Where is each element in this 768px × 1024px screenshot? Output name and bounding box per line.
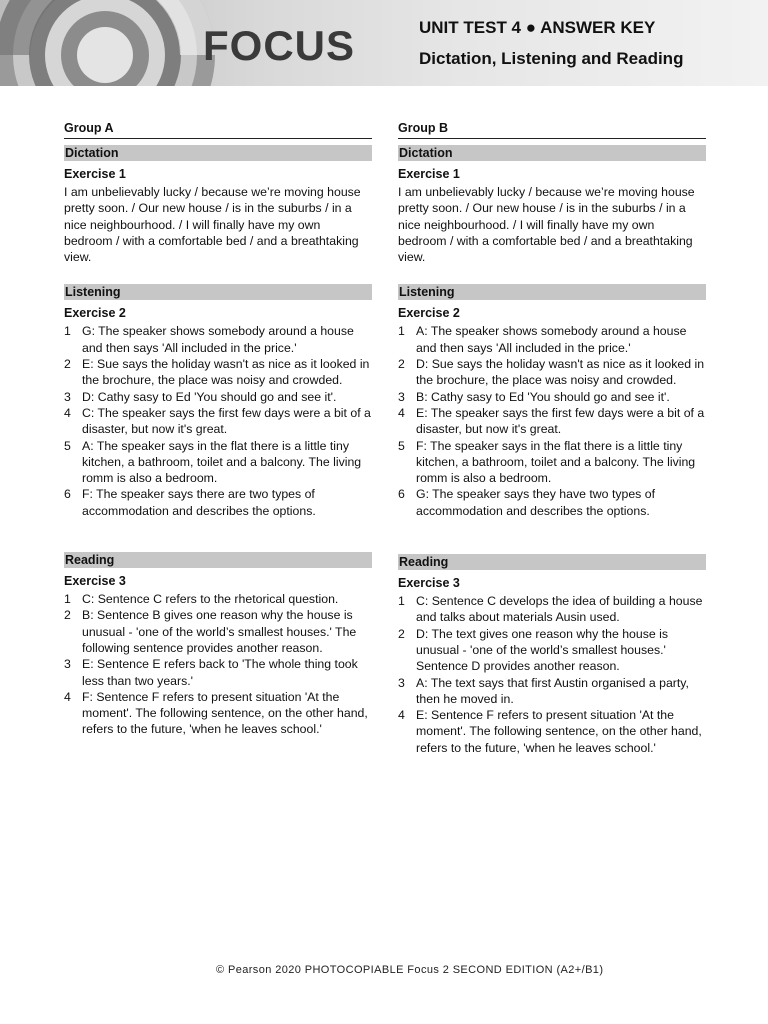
exercise-title: Exercise 1 [64,167,126,181]
answer-number: 3 [398,389,405,404]
answer-item [64,656,372,689]
answer-item [398,707,706,756]
answer-text: F: The speaker says there are two types of accommodation and describes the options. [82,487,316,518]
section-bar-reading: Reading [398,554,706,570]
page-footer: © Pearson 2020 PHOTOCOPIABLE Focus 2 SECOND EDITION (A2+/B1) [216,964,604,976]
answer-item [398,323,706,356]
exercise-title: Exercise 3 [398,576,460,591]
answer-item [398,675,706,708]
answer-number: 1 [64,592,71,607]
section-bar-reading: Reading [64,552,372,568]
group-a-column [64,121,372,738]
answer-number: 1 [64,324,71,339]
answer-number: 2 [64,357,71,372]
exercise-title: Exercise 2 [398,306,460,321]
exercise-title: Exercise 3 [64,574,126,589]
answer-item [64,356,372,389]
answer-item [398,486,706,519]
answer-number: 4 [398,405,405,420]
dictation-text: I am unbelievably lucky / because we’re moving house pretty soon. / Our new house / is in the suburbs / in a nice neighbourhood. / I will finally have my own bedroom / with a comfortable bed / and a breathtaking view. [398,185,695,265]
answer-text: E: The speaker says the first few days were a bit of a disaster, but now it's great. [416,405,705,437]
listening-answers [398,323,706,519]
group-b-column [398,121,706,756]
answer-text: G: The speaker says they have two types of accommodation and describes the options. [416,487,656,518]
answer-number: 2 [398,357,405,372]
answer-item [64,486,372,519]
answer-item [64,438,372,487]
answer-item [398,593,706,626]
section-bar-listening: Listening [64,284,372,300]
answer-text: D: Sue says the holiday wasn't as nice as it looked in the brochure, the place was noisy and crowded. [416,357,705,388]
answer-item [64,405,372,438]
answer-number: 5 [64,438,71,453]
answer-number: 4 [64,405,71,420]
answer-item [398,405,706,438]
answer-item [64,389,372,405]
answer-text: E: Sentence E refers back to 'The whole thing took less than two years.' [82,657,358,688]
answer-item [398,356,706,389]
answer-number: 4 [64,689,71,704]
answer-number: 3 [64,389,71,404]
answer-number: 2 [398,626,405,641]
answer-text: E: Sentence F refers to present situation 'At the moment'. The following sentence, on the other hand, refers to the future, 'when he leaves school.' [416,708,702,755]
answer-text: C: Sentence C refers to the rhetorical question. [82,592,339,607]
answer-text: A: The text says that first Austin organised a party, then he moved in. [416,675,689,706]
answer-item [64,689,372,738]
answer-item [64,591,372,607]
brand-logo-text: FOCUS [203,22,355,69]
section-bar-dictation: Dictation [398,145,706,161]
answer-text: C: Sentence C develops the idea of building a house and talks about materials Ausin used. [416,594,703,625]
answer-number: 1 [398,594,405,609]
page-title: UNIT TEST 4 ● ANSWER KEY [419,18,656,37]
answer-text: D: Cathy sasy to Ed 'You should go and see it'. [82,389,337,404]
answer-text: D: The text gives one reason why the house is unusual - 'one of the world’s smallest houses.' Sentence D provides another reason. [416,626,669,674]
answer-number: 3 [64,657,71,672]
group-title: Group A [64,121,372,139]
group-title: Group B [398,121,706,139]
answer-text: F: Sentence F refers to present situation 'At the moment'. The following sentence, on the other hand, refers to the future, 'when he leaves school.' [82,689,368,737]
page-subtitle: Dictation, Listening and Reading [419,49,684,68]
answer-number: 4 [398,708,405,723]
answer-text: F: The speaker says in the flat there is a little tiny kitchen, a bathroom, toilet and a balcony. The living romm is also a bedroom. [416,438,696,486]
answer-number: 1 [398,324,405,339]
dictation-text: I am unbelievably lucky / because we’re moving house pretty soon. / Our new house / is in the suburbs / in a nice neighbourhood. / I will finally have my own bedroom / with a comfortable bed / and a breathtaking view. [64,185,361,265]
answer-number: 2 [64,608,71,623]
reading-answers [398,593,706,756]
answer-text: G: The speaker shows somebody around a house and then says 'All included in the price.' [82,324,354,355]
answer-text: B: Cathy sasy to Ed 'You should go and see it'. [416,389,670,404]
answer-item [398,438,706,487]
answer-item [64,323,372,356]
answer-number: 6 [64,487,71,502]
answer-text: A: The speaker shows somebody around a house and then says 'All included in the price.' [416,324,687,355]
answer-number: 5 [398,438,405,453]
answer-number: 3 [398,675,405,690]
answer-item [64,607,372,656]
reading-answers [64,591,372,738]
listening-answers [64,323,372,519]
answer-text: A: The speaker says in the flat there is a little tiny kitchen, a bathroom, toilet and a balcony. The living romm is also a bedroom. [82,438,362,486]
answer-number: 6 [398,487,405,502]
section-bar-dictation: Dictation [64,145,372,161]
focus-logo-swirl-graphic [0,0,220,86]
answer-text: E: Sue says the holiday wasn't as nice as it looked in the brochure, the place was noisy and crowded. [82,357,370,388]
answer-item [398,626,706,675]
exercise-title: Exercise 1 [398,167,460,181]
section-bar-listening: Listening [398,284,706,300]
answer-text: C: The speaker says the first few days were a bit of a disaster, but now it's great. [82,405,371,437]
page-header [0,0,768,86]
answer-item [398,389,706,405]
answer-text: B: Sentence B gives one reason why the house is unusual - 'one of the world’s smallest houses.' The following sentence provides another reason. [82,608,357,655]
exercise-title: Exercise 2 [64,306,126,321]
